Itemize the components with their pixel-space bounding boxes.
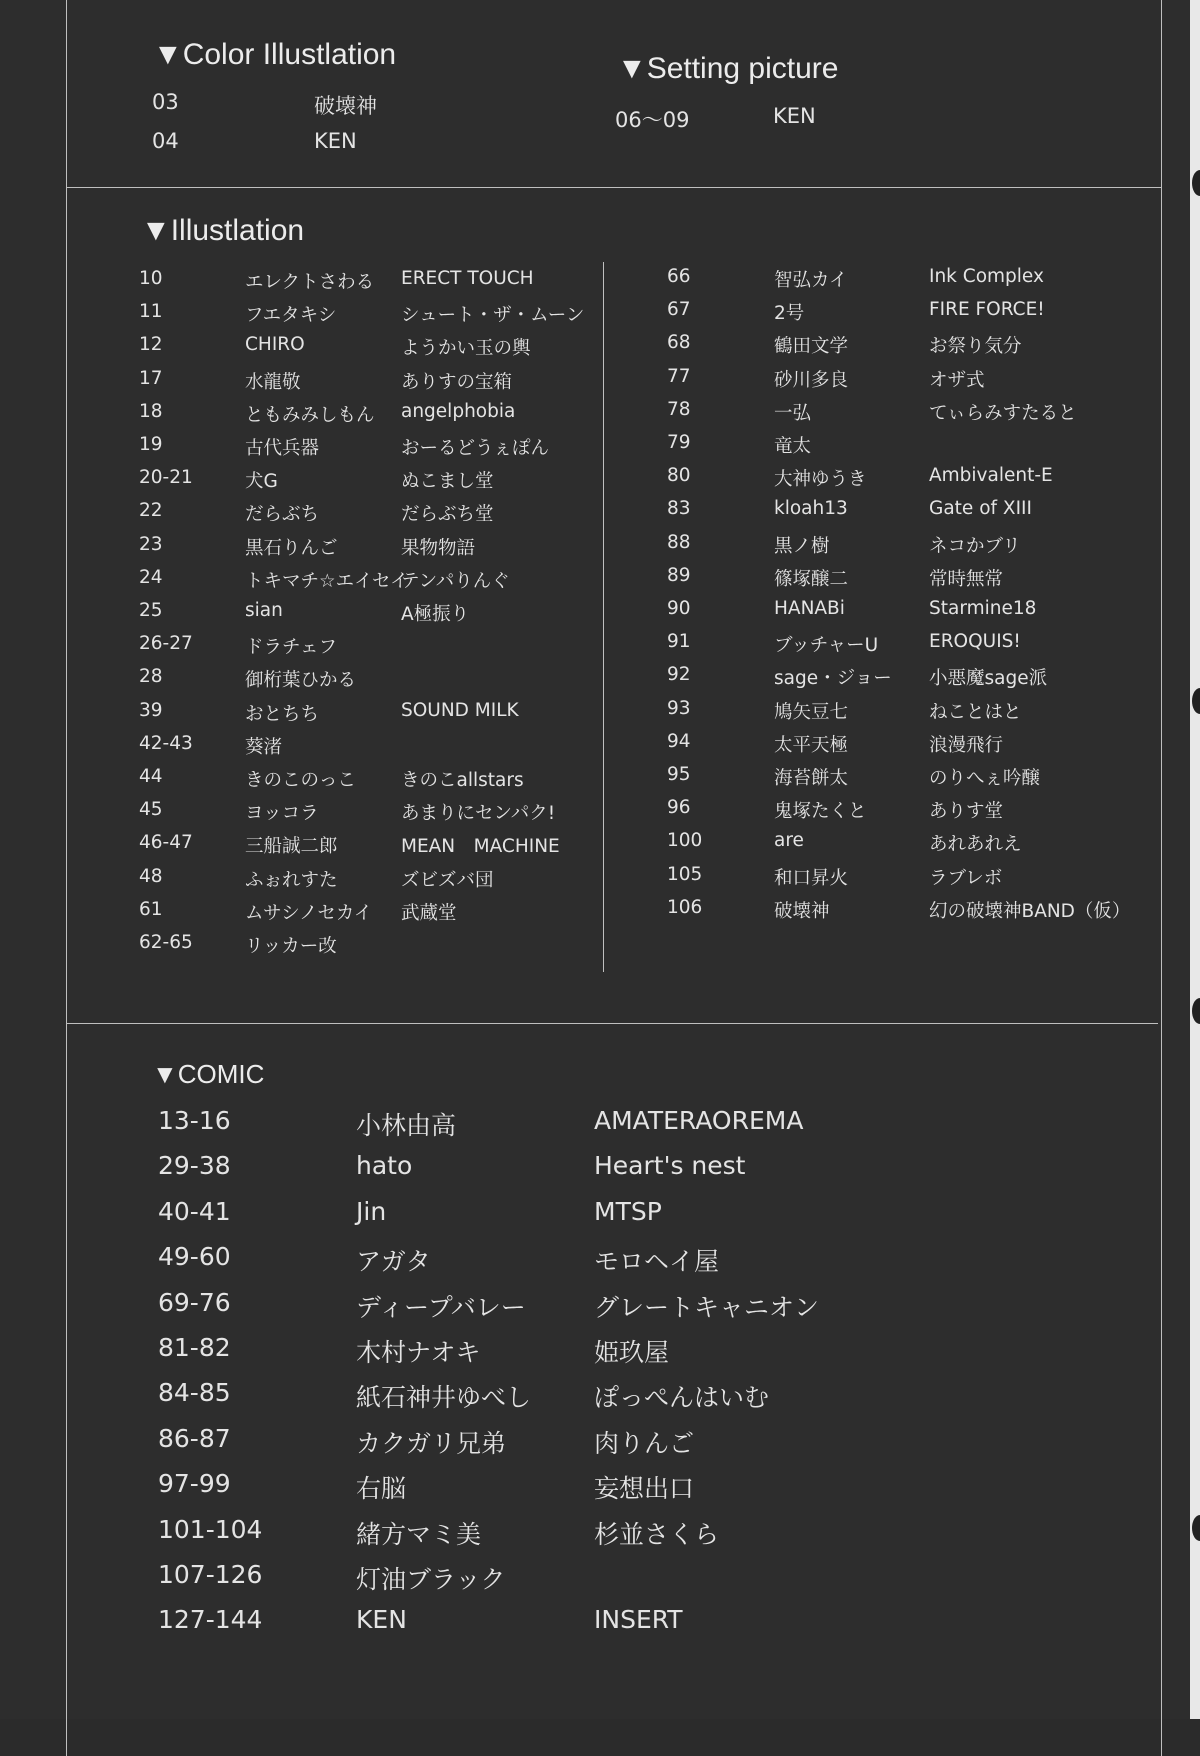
circle-name: Ink Complex — [929, 266, 1044, 287]
list-item — [667, 864, 1147, 890]
page-number: 67 — [667, 299, 691, 321]
circle-name: ラブレボ — [929, 867, 1003, 889]
page-number: 97-99 — [158, 1469, 231, 1499]
circle-name: ぬこまし堂 — [401, 471, 494, 493]
artist-name: 一弘 — [774, 402, 812, 424]
circle-name: あまりにセンパク! — [401, 803, 556, 825]
circle-name: あれあれえ — [929, 834, 1022, 856]
page-number: 89 — [667, 564, 691, 586]
page-number: 26-27 — [139, 633, 193, 655]
circle-name: お祭り気分 — [929, 336, 1022, 358]
list-item — [667, 432, 1147, 458]
section-title: ▼Illustlation — [141, 214, 305, 247]
artist-name: 黒ノ樹 — [774, 535, 830, 557]
section-title: ▼Setting picture — [617, 52, 839, 85]
artist-name: カクガリ兄弟 — [356, 1428, 507, 1458]
artist-name: 三船誠二郎 — [245, 836, 338, 858]
page-number: 49-60 — [158, 1242, 231, 1272]
circle-name: Gate of XIII — [929, 498, 1032, 520]
list-item — [139, 832, 619, 858]
page-number: 68 — [667, 332, 691, 354]
list-item — [667, 598, 1147, 624]
artist-name: kloah13 — [774, 498, 848, 520]
artist-name: 海苔餅太 — [774, 768, 849, 789]
circle-name: モロヘイ屋 — [594, 1247, 720, 1277]
list-item — [667, 399, 1147, 425]
list-item — [667, 664, 1147, 690]
list-item — [139, 500, 619, 526]
circle-name: 浪漫飛行 — [929, 734, 1004, 756]
artist-name: ともみみしもん — [245, 404, 375, 426]
artist-name: 鬼塚たくと — [774, 801, 867, 823]
page-number: 105 — [667, 863, 703, 885]
artist-name: 古代兵器 — [245, 438, 320, 459]
list-item — [158, 1605, 683, 1639]
list-item — [139, 866, 619, 892]
page-number: 40-41 — [158, 1196, 231, 1226]
list-item — [139, 666, 619, 692]
circle-name: ありすの宝箱 — [401, 371, 513, 393]
page-number: 79 — [667, 432, 691, 453]
list-item — [667, 830, 1147, 856]
list-item — [139, 567, 619, 593]
artist-name: hato — [356, 1151, 413, 1181]
page-number: 06～09 — [615, 108, 690, 132]
list-item — [139, 766, 619, 792]
section-title: ▼Color Illustlation — [153, 38, 397, 71]
page-number: 86-87 — [158, 1423, 231, 1453]
page-number: 44 — [139, 766, 163, 787]
circle-name: オザ式 — [929, 369, 985, 391]
list-item — [667, 631, 1147, 657]
artist-name: sage・ジョー — [774, 668, 892, 690]
circle-name: 杉並さくら — [594, 1519, 720, 1549]
artist-name: 大神ゆうき — [774, 469, 867, 491]
list-item — [158, 1378, 770, 1413]
page-number: 18 — [139, 400, 163, 422]
page-number: 127-144 — [158, 1605, 263, 1635]
list-item — [139, 899, 619, 925]
divider — [66, 1023, 1158, 1024]
page-number: 39 — [139, 699, 163, 721]
page-number: 84-85 — [158, 1378, 231, 1408]
list-item — [139, 733, 619, 759]
circle-name: Heart's nest — [594, 1151, 746, 1181]
artist-name: HANABi — [774, 598, 845, 619]
circle-name: 肉りんご — [594, 1428, 695, 1458]
page-number: 20-21 — [139, 467, 193, 489]
circle-name: Ambivalent-E — [929, 465, 1053, 487]
page-number: 13-16 — [158, 1106, 231, 1135]
page-number: 92 — [667, 664, 691, 686]
circle-name: ようかい玉の輿 — [401, 338, 531, 360]
list-item — [139, 932, 619, 958]
list-item — [139, 368, 619, 394]
page-number: 04 — [152, 129, 179, 153]
page-number: 45 — [139, 799, 163, 821]
page-number: 03 — [152, 90, 179, 114]
circle-name: 姫玖屋 — [594, 1338, 670, 1367]
artist-name: ヨッコラ — [245, 803, 319, 825]
page-number: 101-104 — [158, 1514, 263, 1544]
circle-name: Starmine18 — [929, 598, 1037, 619]
page-number: 25 — [139, 600, 163, 621]
page-number: 93 — [667, 697, 691, 719]
circle-name: MTSP — [594, 1196, 662, 1226]
artist-name: フエタキシ — [245, 305, 337, 327]
artist-name: sian — [245, 600, 283, 621]
list-item — [139, 467, 619, 493]
list-item — [152, 129, 452, 157]
circle-name: FIRE FORCE! — [929, 299, 1045, 321]
circle-name: 常時無常 — [929, 568, 1004, 590]
page-number: 100 — [667, 830, 703, 852]
artist-name: 鳩矢豆七 — [774, 701, 849, 723]
list-item — [667, 299, 1147, 325]
list-item — [139, 700, 619, 726]
list-item — [158, 1287, 820, 1322]
circle-name: angelphobia — [401, 400, 516, 422]
list-item — [667, 366, 1147, 392]
page-number: 22 — [139, 500, 163, 522]
list-item — [139, 268, 619, 294]
artist-name: 竜太 — [774, 436, 812, 457]
artist-name: おとちち — [245, 703, 320, 725]
list-item — [158, 1514, 720, 1549]
page-number: 42-43 — [139, 732, 193, 754]
circle-name: EROQUIS! — [929, 631, 1021, 653]
page-number: 90 — [667, 598, 691, 619]
list-item — [667, 498, 1147, 524]
artist-name: ディープバレー — [356, 1292, 526, 1322]
artist-name: 木村ナオキ — [356, 1338, 481, 1367]
artist-name: 篠塚醸二 — [774, 568, 849, 590]
page-number: 94 — [667, 730, 691, 752]
artist-name: エレクトさわる — [245, 272, 375, 293]
page-number: 23 — [139, 533, 163, 555]
circle-name: 幻の破壊神BAND（仮） — [929, 900, 1131, 922]
list-item — [667, 565, 1147, 591]
artist-name: だらぶち — [245, 504, 320, 526]
list-item — [158, 1196, 662, 1231]
list-item — [139, 799, 619, 825]
circle-name: だらぶち堂 — [401, 504, 494, 526]
artist-name: 破壊神 — [774, 900, 830, 922]
artist-name: 灯油ブラック — [356, 1565, 506, 1594]
page-number: 80 — [667, 465, 691, 487]
circle-name: AMATERAOREMA — [594, 1106, 804, 1135]
circle-name: MEAN MACHINE — [401, 836, 560, 858]
artist-name: 水龍敬 — [245, 371, 301, 393]
page-number: 24 — [139, 566, 163, 588]
page-number: 91 — [667, 631, 691, 653]
page-number: 17 — [139, 367, 163, 389]
page-number: 96 — [667, 797, 691, 819]
list-item — [139, 434, 619, 460]
list-item — [139, 401, 619, 427]
circle-name: A極振り — [401, 604, 470, 625]
artist-name: ムサシノセカイ — [245, 902, 373, 924]
artist-name: 葵渚 — [245, 736, 283, 758]
circle-name: 果物物語 — [401, 537, 476, 559]
page-number: 11 — [139, 301, 163, 323]
circle-name: シュート・ザ・ムーン — [401, 305, 585, 327]
page-number: 83 — [667, 498, 691, 520]
circle-name: 武蔵堂 — [401, 902, 457, 924]
page-number: 107-126 — [158, 1560, 263, 1589]
page-number: 106 — [667, 896, 703, 918]
page-number: 66 — [667, 266, 691, 287]
artist-name: 鶴田文学 — [774, 336, 849, 358]
artist-name: ドラチェフ — [245, 637, 337, 659]
circle-name: INSERT — [594, 1605, 683, 1635]
list-item — [158, 1423, 695, 1458]
artist-name: ブッチャーU — [774, 635, 879, 657]
page-number: 81-82 — [158, 1333, 231, 1362]
artist-name: トキマチ☆エイセイ — [245, 570, 409, 592]
list-item — [158, 1333, 670, 1367]
list-item — [615, 104, 915, 132]
list-item — [667, 266, 1147, 292]
list-item — [158, 1151, 746, 1185]
page-number: 78 — [667, 398, 691, 420]
circle-name: 妄想出口 — [594, 1474, 695, 1504]
list-item — [667, 698, 1147, 724]
page-number: 69-76 — [158, 1287, 231, 1317]
circle-name: おーるどうぇぽん — [401, 438, 550, 459]
circle-name: のりへぇ吟醸 — [929, 768, 1041, 789]
artist-name: KEN — [773, 104, 816, 128]
list-item — [139, 600, 619, 626]
circle-name: ねことはと — [929, 701, 1022, 723]
list-item — [158, 1560, 638, 1594]
circle-name: ぽっぺんはいむ — [594, 1383, 770, 1413]
artist-name: リッカー改 — [245, 936, 337, 957]
artist-name: KEN — [314, 129, 357, 153]
artist-name: 破壊神 — [314, 94, 377, 118]
page-number: 61 — [139, 898, 163, 920]
page-number: 19 — [139, 434, 163, 455]
list-item — [667, 797, 1147, 823]
list-item — [139, 534, 619, 560]
page-edge — [1190, 0, 1200, 1719]
artist-name: Jin — [356, 1196, 387, 1226]
list-item — [158, 1242, 720, 1277]
circle-name: きのこallstars — [401, 770, 524, 791]
artist-name: 太平天極 — [774, 734, 849, 756]
artist-name: KEN — [356, 1605, 407, 1635]
circle-name: ありす堂 — [929, 801, 1004, 823]
artist-name: 智弘カイ — [774, 270, 848, 291]
page-number: 46-47 — [139, 832, 193, 854]
artist-name: 砂川多良 — [774, 369, 849, 391]
circle-name: SOUND MILK — [401, 699, 519, 721]
list-item — [667, 897, 1147, 923]
list-item — [139, 301, 619, 327]
page-number: 62-65 — [139, 932, 193, 953]
circle-name: ネコかブリ — [929, 535, 1021, 557]
section-title: ▼COMIC — [152, 1059, 265, 1089]
artist-name: CHIRO — [245, 334, 305, 356]
artist-name: 右脳 — [356, 1474, 407, 1504]
circle-name: ERECT TOUCH — [401, 268, 534, 289]
page-number: 28 — [139, 666, 163, 688]
page-number: 77 — [667, 365, 691, 387]
artist-name: 2号 — [774, 303, 805, 325]
artist-name: ふぉれすた — [245, 869, 338, 891]
artist-name: 御桁葉ひかる — [245, 670, 357, 692]
artist-name: きのこのっこ — [245, 770, 356, 791]
list-item — [139, 334, 619, 360]
artist-name: 黒石りんご — [245, 537, 338, 559]
artist-name: 緒方マミ美 — [356, 1519, 482, 1549]
page-number: 12 — [139, 334, 163, 356]
artist-name: 紙石神井ゆべし — [356, 1383, 532, 1413]
page-number: 10 — [139, 268, 163, 289]
circle-name: てぃらみすたると — [929, 402, 1077, 424]
list-item — [667, 332, 1147, 358]
artist-name: 小林由高 — [356, 1111, 457, 1140]
circle-name: 小悪魔sage派 — [929, 668, 1048, 690]
page-number: 88 — [667, 531, 691, 553]
artist-name: 犬G — [245, 471, 278, 493]
artist-name: アガタ — [356, 1247, 431, 1277]
list-item — [667, 731, 1147, 757]
circle-name: グレートキャニオン — [594, 1292, 820, 1322]
artist-name: 和口昇火 — [774, 867, 849, 889]
page-number: 29-38 — [158, 1151, 231, 1181]
circle-name: テンパりんぐ — [401, 570, 510, 592]
list-item — [667, 465, 1147, 491]
list-item — [667, 764, 1147, 790]
artist-name: are — [774, 830, 804, 852]
circle-name: ズビズバ団 — [401, 869, 494, 891]
page-number: 48 — [139, 865, 163, 887]
divider — [66, 187, 1162, 188]
list-item — [158, 1469, 695, 1504]
list-item — [158, 1106, 804, 1140]
list-item — [139, 633, 619, 659]
list-item — [667, 532, 1147, 558]
list-item — [152, 90, 452, 118]
page-number: 95 — [667, 764, 691, 785]
